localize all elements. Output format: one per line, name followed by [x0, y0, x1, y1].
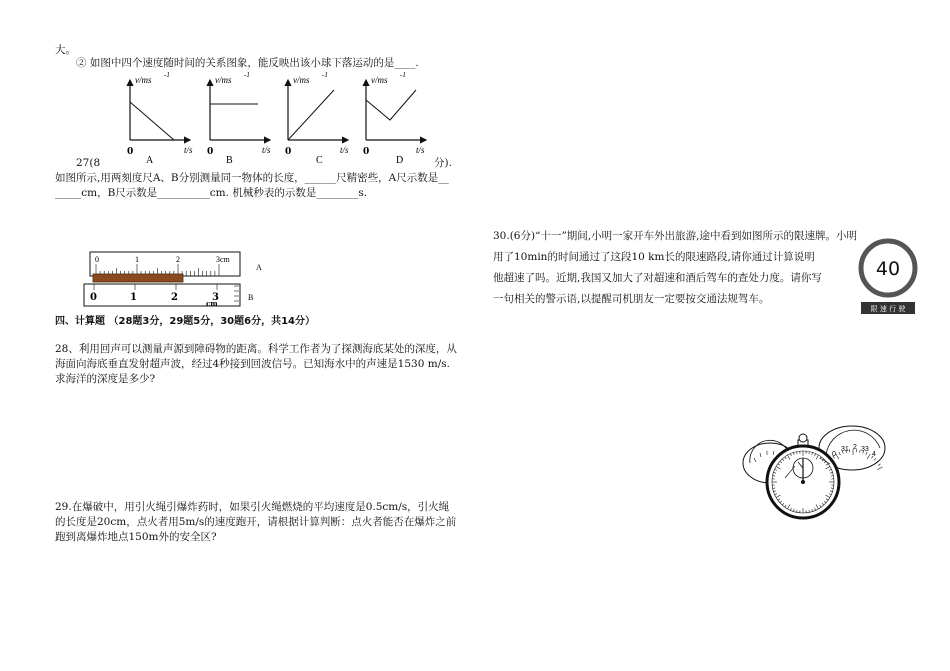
question-27-line2: _____cm，B尺示数是__________cm. 机械秒表的示数是________s. [55, 187, 368, 199]
graph-B-ysup: -1 [244, 71, 250, 79]
ruler-b-tick-3: 3 [212, 292, 219, 303]
ruler-a-label: A [256, 263, 262, 272]
graph-C-ysup: -1 [322, 71, 328, 79]
graph-A [127, 71, 193, 166]
ruler-a-tick-2: 2 [176, 255, 180, 264]
question-27-line1: 如图所示,用两刻度尺A、B分别测量同一物体的长度，______尺精密些，A尺示数是__ [55, 172, 449, 184]
question-30-line3: 他超速了吗。近期,我国又加大了对超速和酒后驾车的查处力度。请你写 [493, 272, 822, 284]
zoom-label-2: 2 [853, 444, 857, 451]
graph-B-origin: 0 [207, 147, 214, 157]
question-30-line4: 一句相关的警示语,以提醒司机朋友一定要按交通法规驾车。 [493, 293, 770, 305]
ruler-b-tick-1: 1 [130, 292, 137, 303]
section-4-heading: 四、计算题 （28题3分，29题5分，30题6分，共14分） [55, 316, 316, 327]
ruler-b-tick-2: 2 [171, 292, 178, 303]
speed-limit-value: 40 [875, 258, 901, 280]
ruler-b-unit: cm [206, 299, 218, 308]
question-29-line1: 29.在爆破中，用引火绳引爆炸药时，如果引火绳燃烧的平均速度是0.5cm/s，引火绳 [55, 501, 450, 513]
graph-D-origin: 0 [363, 147, 370, 157]
question-27-head: 27(8 [76, 157, 101, 169]
continuation-text: 大。 [55, 44, 76, 56]
ruler-b-label: B [248, 293, 254, 302]
graph-C-ylabel: v/ms [293, 75, 310, 85]
ruler-a-tick-1: 1 [135, 255, 139, 264]
zoom-label-0: 0 [832, 451, 836, 458]
graph-D-xlabel: t/s [416, 145, 425, 155]
speed-limit-sign [858, 238, 918, 316]
question-27-tail: 分). [434, 157, 452, 169]
question-28-line3: 求海洋的深度是多少? [55, 373, 156, 385]
graph-A-xlabel: t/s [184, 145, 193, 155]
graph-D-label: D [396, 155, 404, 166]
zoom-label-31: 31 [841, 446, 849, 453]
tick-mark [877, 467, 882, 470]
question-28-line1: 28、利用回声可以测量声源到障碍物的距离。科学工作者为了探测海底某处的深度，从 [55, 343, 457, 355]
graph-C-origin: 0 [285, 147, 292, 157]
graph-A-origin: 0 [127, 147, 134, 157]
graph-B-xlabel: t/s [262, 145, 271, 155]
speed-limit-caption: 限 速 行 驶 [870, 305, 906, 313]
ruler-a-tick-0: 0 [95, 255, 99, 264]
ruler-a-tick-3: 3cm [216, 255, 230, 264]
graph-D-ysup: -1 [400, 71, 406, 79]
stopwatch-figure [740, 418, 885, 526]
wooden-block [93, 274, 183, 282]
question-30-line2: 用了10min的时间通过了这段10 km长的限速路段,请你通过计算说明 [493, 251, 815, 263]
velocity-graphs [110, 68, 460, 168]
graph-B-ylabel: v/ms [215, 75, 232, 85]
graph-D-ylabel: v/ms [371, 75, 388, 85]
zoom-label-33: 33 [861, 446, 869, 453]
question-2-text: ② 如图中四个速度随时间的关系图象，能反映出该小球下落运动的是____. [76, 57, 419, 69]
graph-A-ylabel: v/ms [135, 75, 152, 85]
question-28-line2: 海面向海底垂直发射超声波，经过4秒接到回波信号。已知海水中的声速是1530 m/s. [55, 358, 450, 370]
question-29-line3: 跑到离爆炸地点150m外的安全区? [55, 531, 217, 543]
question-29-line2: 的长度是20cm，点火者用5m/s的速度跑开，请根据计算判断：点火者能否在爆炸之前 [55, 516, 457, 528]
graph-D [363, 71, 426, 166]
ruler-b-tick-0: 0 [90, 292, 97, 303]
zoom-label-4: 4 [872, 451, 876, 458]
question-30-line1: 30.(6分)“十一”期间,小明一家开车外出旅游,途中看到如图所示的限速牌。小明 [493, 230, 857, 242]
graph-A-label: A [146, 155, 154, 166]
graph-B [207, 71, 271, 166]
graph-C-label: C [316, 155, 323, 166]
graph-A-ysup: -1 [164, 71, 170, 79]
ruler-figure [82, 250, 272, 310]
graph-C-xlabel: t/s [340, 145, 349, 155]
graph-C [285, 71, 349, 166]
graph-B-label: B [226, 155, 233, 166]
tick-mark [878, 464, 881, 466]
